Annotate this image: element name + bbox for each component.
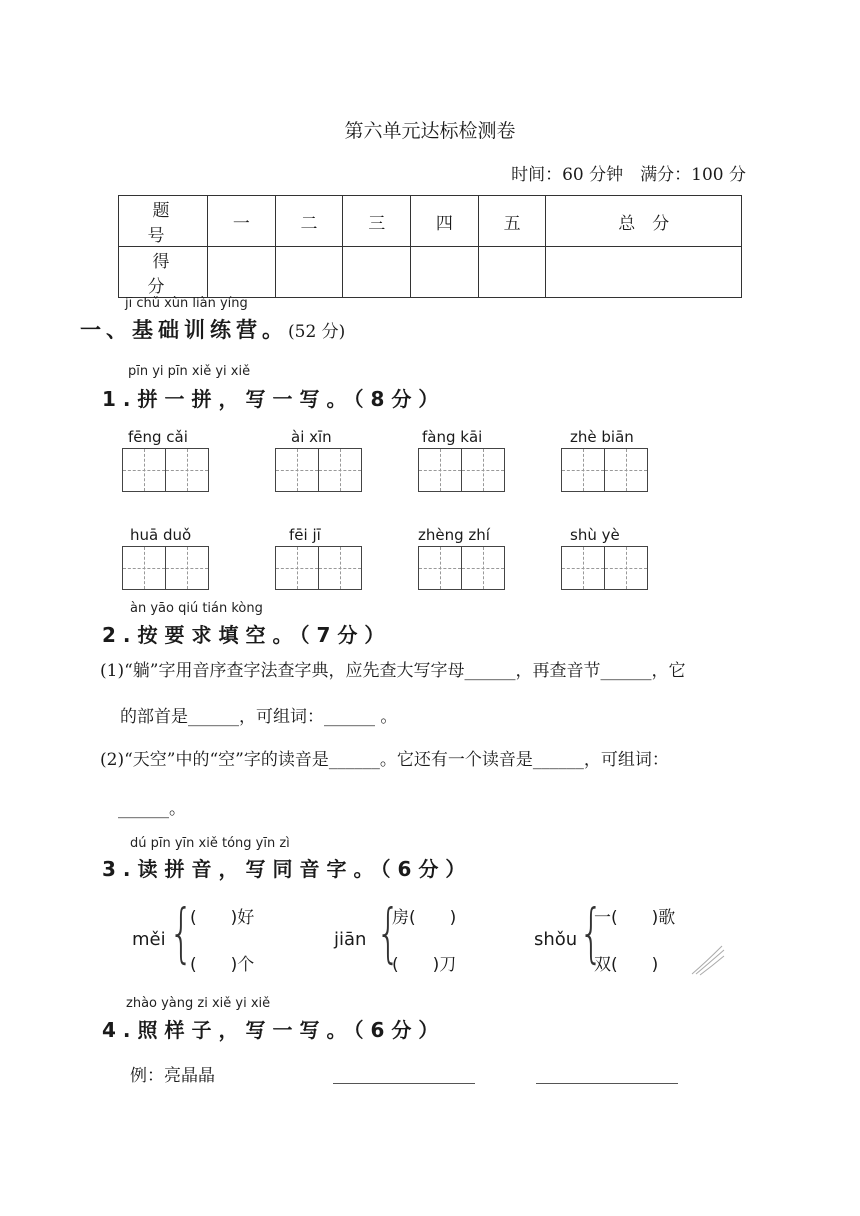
q2-title: 2.按要求填空。（7分） [102, 623, 392, 647]
q1-grid-7[interactable] [418, 546, 504, 590]
q2-line-3: (2)“天空”中的“空”字的读音是______。它还有一个读音是______，可组词： [100, 750, 669, 770]
q3-group-1-pinyin: měi [132, 929, 166, 950]
q4-answer-line-1[interactable] [333, 1083, 475, 1084]
q1-title: 1.拼一拼，写一写。（8分） [102, 387, 446, 411]
q3-group-3-a[interactable]: 一( )歌 [594, 908, 676, 928]
q4-pinyin: zhào yàng zi xiě yi xiě [126, 996, 271, 1011]
q2-line-1: (1)“躺”字用音序查字法查字典，应先查大写字母______，再查音节______，它 [100, 661, 686, 681]
section1-label: 一、 [80, 318, 132, 342]
section1-pinyin: jī chǔ xùn liàn yíng [125, 296, 248, 311]
q3-group-1-brace: { [169, 897, 194, 971]
score-input-4[interactable] [411, 247, 479, 298]
section1-title: 基础训练营。 [132, 318, 288, 342]
q1-grid-1[interactable] [122, 448, 208, 492]
q4-answer-line-2[interactable] [536, 1083, 678, 1084]
q3-group-3-pinyin: shǒu [534, 929, 578, 950]
score-cell-3: 三 [343, 196, 411, 247]
q1-item-3-pinyin: fàng kāi [422, 428, 483, 446]
q1-item-7-pinyin: zhèng zhí [418, 526, 490, 544]
q1-item-8-pinyin: shù yè [570, 526, 620, 544]
q1-pinyin: pīn yi pīn xiě yi xiě [128, 364, 251, 379]
q4-title: 4.照样子，写一写。（6分） [102, 1018, 446, 1042]
q2-line-4: ______。 [118, 799, 186, 819]
q1-grid-4[interactable] [561, 448, 647, 492]
q1-item-1-pinyin: fēng cǎi [128, 428, 188, 446]
q1-grid-5[interactable] [122, 546, 208, 590]
score-cell-5: 五 [478, 196, 546, 247]
score-table-score-row [119, 247, 742, 298]
q4-example: 例：亮晶晶 [130, 1066, 215, 1086]
q2-pinyin: àn yāo qiú tián kòng [130, 601, 263, 616]
score-table-header-row [119, 196, 742, 247]
scribble-mark-icon [690, 940, 726, 976]
score-cell-4: 四 [411, 196, 479, 247]
score-input-5[interactable] [478, 247, 546, 298]
q3-group-2-brace: { [376, 897, 401, 971]
score-input-1[interactable] [208, 247, 276, 298]
q3-group-2-a[interactable]: 房( ) [392, 908, 457, 928]
q1-item-2-pinyin: ài xīn [291, 428, 332, 446]
q1-grid-8[interactable] [561, 546, 647, 590]
q3-group-1-b[interactable]: ( )个 [190, 955, 255, 975]
q3-pinyin: dú pīn yīn xiě tóng yīn zì [130, 836, 290, 851]
score-input-total[interactable] [546, 247, 742, 298]
score-cell-1: 一 [208, 196, 276, 247]
score-input-3[interactable] [343, 247, 411, 298]
time-info: 时间：60 分钟 满分：100 分 [511, 165, 746, 185]
q1-item-6-pinyin: fēi jī [289, 526, 321, 544]
score-cell-2: 二 [275, 196, 343, 247]
q1-grid-6[interactable] [275, 546, 361, 590]
q1-grid-2[interactable] [275, 448, 361, 492]
q3-group-2-b[interactable]: ( )刀 [392, 955, 457, 975]
score-row-label: 得 分 [119, 247, 208, 298]
q3-group-3-b[interactable]: 双( ) [594, 955, 659, 975]
section1-heading [80, 314, 345, 344]
q3-group-1-a[interactable]: ( )好 [190, 908, 255, 928]
q1-item-4-pinyin: zhè biān [570, 428, 634, 446]
q2-line-2: 的部首是______，可组词：______ 。 [120, 707, 398, 727]
q3-group-2-pinyin: jiān [334, 929, 367, 950]
score-cell-total: 总 分 [546, 196, 742, 247]
score-input-2[interactable] [275, 247, 343, 298]
q1-item-5-pinyin: huā duǒ [130, 526, 192, 544]
q1-grid-3[interactable] [418, 448, 504, 492]
q3-group-3-brace: { [579, 897, 604, 971]
section1-points: (52 分) [288, 322, 346, 342]
page-title: 第六单元达标检测卷 [344, 120, 516, 142]
score-table [118, 195, 742, 298]
score-cell-label: 题 号 [119, 196, 208, 247]
q3-title: 3.读拼音，写同音字。（6分） [102, 857, 473, 881]
